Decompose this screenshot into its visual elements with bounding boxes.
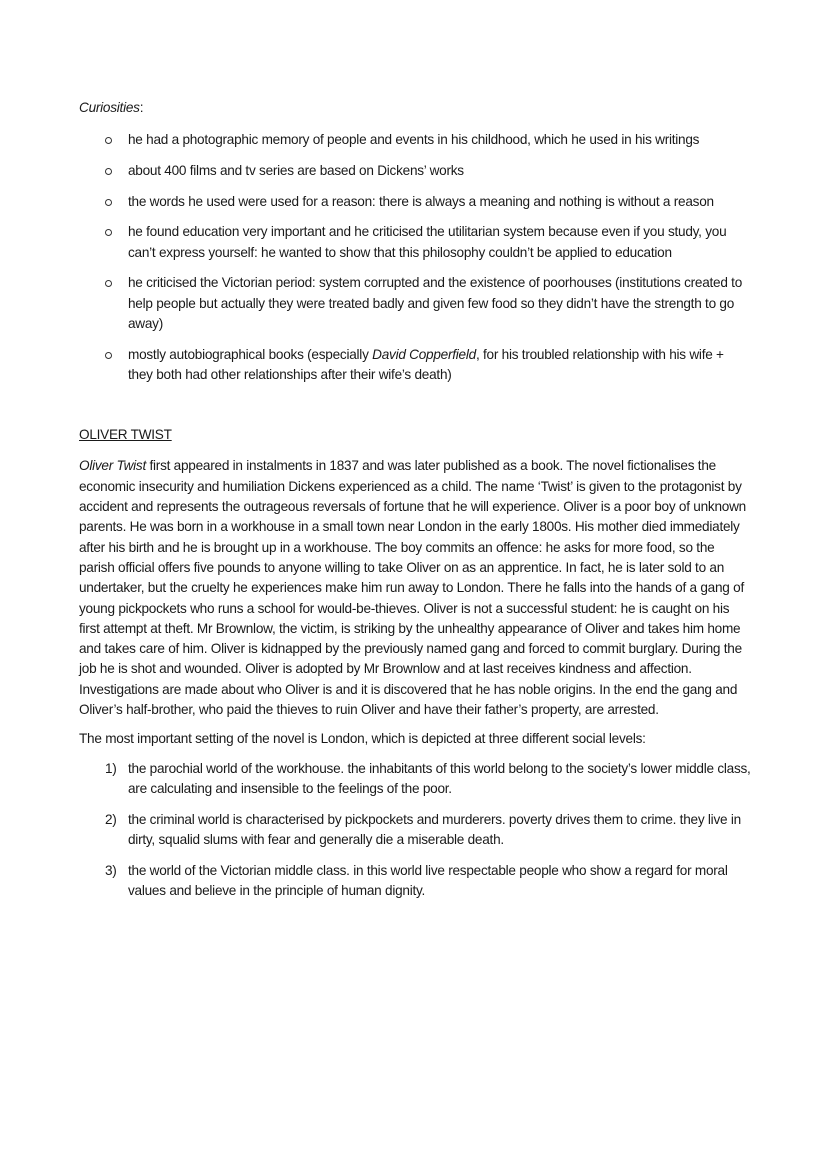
list-item-text: he found education very important and he criticised the utilitarian system because even if you study, you can’t express yourself: he wanted to show that this philosophy couldn’t be applied to education: [128, 224, 727, 260]
section-title: OLIVER TWIST: [79, 427, 172, 443]
heading-colon: :: [139, 100, 144, 115]
list-item-text: he had a photographic memory of people and events in his childhood, which he used in his writings: [128, 132, 700, 147]
list-number: 1): [105, 760, 117, 776]
list-item: [79, 273, 751, 334]
list-item: [79, 130, 751, 150]
book-title-italic: David Copperfield: [372, 346, 476, 362]
curiosities-heading-text: Curiosities: [79, 100, 140, 115]
book-title-italic: Oliver Twist: [79, 458, 146, 474]
list-item: [79, 192, 751, 212]
social-levels-list: [79, 759, 751, 902]
document-page: [79, 98, 751, 912]
curiosities-heading: [79, 98, 751, 118]
list-item-text: about 400 films and tv series are based on Dickens’ works: [128, 162, 464, 178]
list-item: [79, 161, 751, 181]
hollow-bullet-icon: [105, 352, 112, 359]
hollow-bullet-icon: [105, 168, 112, 175]
list-item-text: the criminal world is characterised by pickpockets and murderers. poverty drives them to crime. they live in dirty, squalid slums with fear and generally die a miserable death.: [128, 811, 741, 848]
list-number: 3): [105, 862, 117, 878]
summary-text: first appeared in instalments in 1837 and was later published as a book. The novel fictionalises the economic insecurity and humiliation Dickens experienced as a child. The name ‘Twist’ is given to the protagonist by accident and represents the outrageous reversals of fortune that he will experience. Oliver is a poor boy of unknown parents. He was born in a workhouse in a small town near London in the early 1800s. His mother died immediately after his birth and he is brought up in a workhouse. The boy commits an offence: he asks for more food, so the parish official offers five pounds to anyone willing to take Oliver on as an apprentice. In fact, he is later sold to an undertaker, but the cruelty he experiences make him run away to London. There he falls into the hands of a gang of young pickpockets who runs a school for would-be-thieves. Oliver is not a successful student: he is caught on his first attempt at theft. Mr Brownlow, the victim, is striking by the unhealthy appearance of Oliver and takes him home and takes care of him. Oliver is kidnapped by the previously named gang and forced to commit burglary. During the job he is shot and wounded. Oliver is adopted by Mr Brownlow and at last receives kindness and affection. Investigations are made about who Oliver is and it is discovered that he has noble origins. In the end the gang and Oliver’s half-brother, who paid the thieves to ruin Oliver and have their father’s property, are arrested.: [79, 458, 746, 718]
list-item-text: mostly autobiographical books (especially: [128, 346, 373, 362]
list-item-text: the parochial world of the workhouse. the inhabitants of this world belong to the society’s lower middle class, are calculating and insensible to the feelings of the poor.: [128, 760, 751, 796]
list-item-text: , for his troubled relationship with his wife + they both had other relationships after their wife’s death): [128, 346, 724, 383]
hollow-bullet-icon: [105, 199, 112, 206]
list-item-text: the words he used were used for a reason: there is always a meaning and nothing is without a reason: [128, 193, 714, 209]
list-item-text: he criticised the Victorian period: system corrupted and the existence of poorhouses (institutions created to help people but actually they were treated badly and given few food so they didn’t have the strength to go away): [128, 275, 743, 332]
list-item: [79, 810, 751, 851]
list-item: [79, 759, 751, 800]
list-item: [79, 345, 751, 386]
hollow-bullet-icon: [105, 137, 112, 144]
list-number: 2): [105, 811, 117, 827]
hollow-bullet-icon: [105, 229, 112, 236]
setting-intro: The most important setting of the novel is London, which is depicted at three different social levels:: [79, 731, 646, 747]
list-item: [79, 222, 751, 263]
list-item: [79, 861, 751, 902]
summary-paragraph: [79, 456, 751, 720]
curiosities-list: [79, 130, 751, 385]
list-item-text: the world of the Victorian middle class. in this world live respectable people who show a regard for moral values and believe in the principle of human dignity.: [128, 862, 728, 899]
hollow-bullet-icon: [105, 280, 112, 287]
